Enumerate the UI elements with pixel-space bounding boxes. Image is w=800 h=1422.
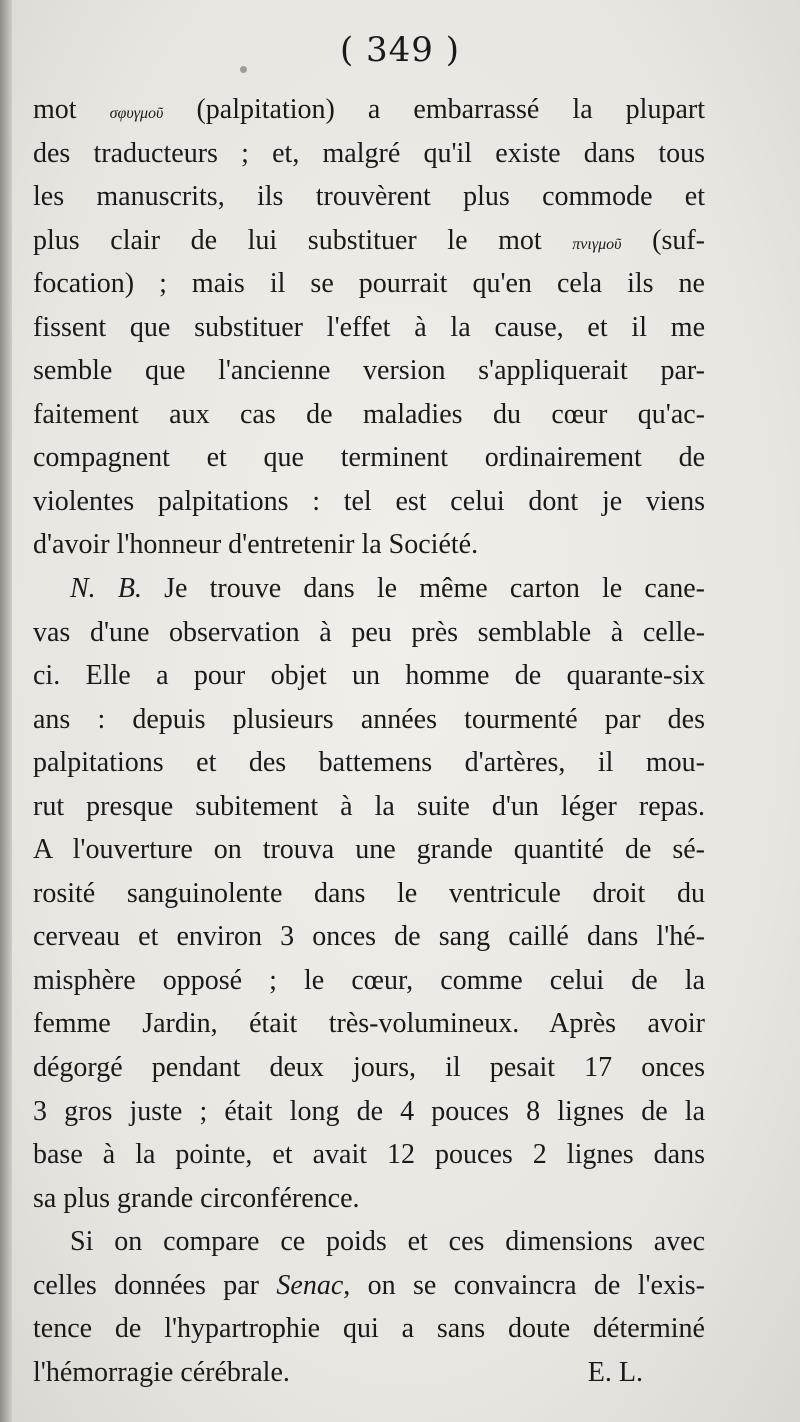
text-line: A l'ouverture on trouva une grande quantité de sé- bbox=[33, 834, 705, 866]
author-signature: E. L. bbox=[587, 1356, 643, 1388]
text-line: fissent que substituer l'effet à la cause, et il me bbox=[33, 311, 705, 343]
text-line: femme Jardin, était très-volumineux. Après avoir bbox=[33, 1008, 705, 1040]
text-line: l'hémorragie cérébrale. E. L. bbox=[33, 1351, 705, 1395]
nota-bene-label: N. B. bbox=[70, 573, 142, 605]
text-line: cerveau et environ 3 onces de sang caillé dans l'hé- bbox=[33, 921, 705, 953]
page-gutter-shadow bbox=[0, 0, 12, 1422]
text-line: plus clair de lui substituer le mot πνιγμοῦ (suf- bbox=[33, 224, 705, 256]
text-line: 3 gros juste ; était long de 4 pouces 8 lignes de la bbox=[33, 1095, 705, 1127]
text-line: vas d'une observation à peu près semblable à celle- bbox=[33, 616, 705, 648]
greek-word: πνιγμοῦ bbox=[572, 235, 622, 253]
author-name: Senac bbox=[276, 1269, 344, 1301]
text-line: rut presque subitement à la suite d'un léger repas. bbox=[33, 790, 705, 822]
greek-word: σφυγμοῦ bbox=[109, 105, 164, 122]
text-line: focation) ; mais il se pourrait qu'en cela ils ne bbox=[33, 268, 705, 300]
text-line: rosité sanguinolente dans le ventricule droit du bbox=[33, 877, 705, 909]
page-number: ( 349 ) bbox=[339, 30, 461, 70]
text-line: des traducteurs ; et, malgré qu'il existe dans tous bbox=[33, 137, 705, 169]
text-line: mot σφυγμοῦ (palpitation) a embarrassé la plupart bbox=[33, 94, 705, 125]
text-line: d'avoir l'honneur d'entretenir la Société. bbox=[33, 529, 479, 561]
text-line: Si on compare ce poids et ces dimensions avec bbox=[70, 1226, 705, 1258]
text-line: celles données par Senac, on se convaincra de l'exis- bbox=[33, 1269, 705, 1301]
text-line: misphère opposé ; le cœur, comme celui de la bbox=[33, 964, 705, 996]
text-line: dégorgé pendant deux jours, il pesait 17 onces bbox=[33, 1052, 705, 1084]
text-line: violentes palpitations : tel est celui dont je viens bbox=[33, 485, 705, 517]
text-line: sa plus grande circonférence. bbox=[33, 1182, 360, 1214]
text-line: les manuscrits, ils trouvèrent plus commode et bbox=[33, 181, 705, 213]
text-line: tence de l'hypartrophie qui a sans doute déterminé bbox=[33, 1313, 705, 1345]
text-line: compagnent et que terminent ordinairement de bbox=[33, 442, 705, 474]
text-line: N. B. Je trouve dans le même carton le cane- bbox=[70, 573, 706, 605]
text-line: palpitations et des battemens d'artères, il mou- bbox=[33, 747, 705, 779]
text-line: ci. Elle a pour objet un homme de quarante-six bbox=[33, 660, 705, 692]
text-line: faitement aux cas de maladies du cœur qu'ac- bbox=[33, 398, 705, 430]
text-line: base à la pointe, et avait 12 pouces 2 lignes dans bbox=[33, 1139, 705, 1171]
body-text bbox=[33, 88, 705, 1394]
text-line: ans : depuis plusieurs années tourmenté par des bbox=[33, 703, 705, 735]
text-line: semble que l'ancienne version s'appliquerait par- bbox=[33, 355, 705, 387]
